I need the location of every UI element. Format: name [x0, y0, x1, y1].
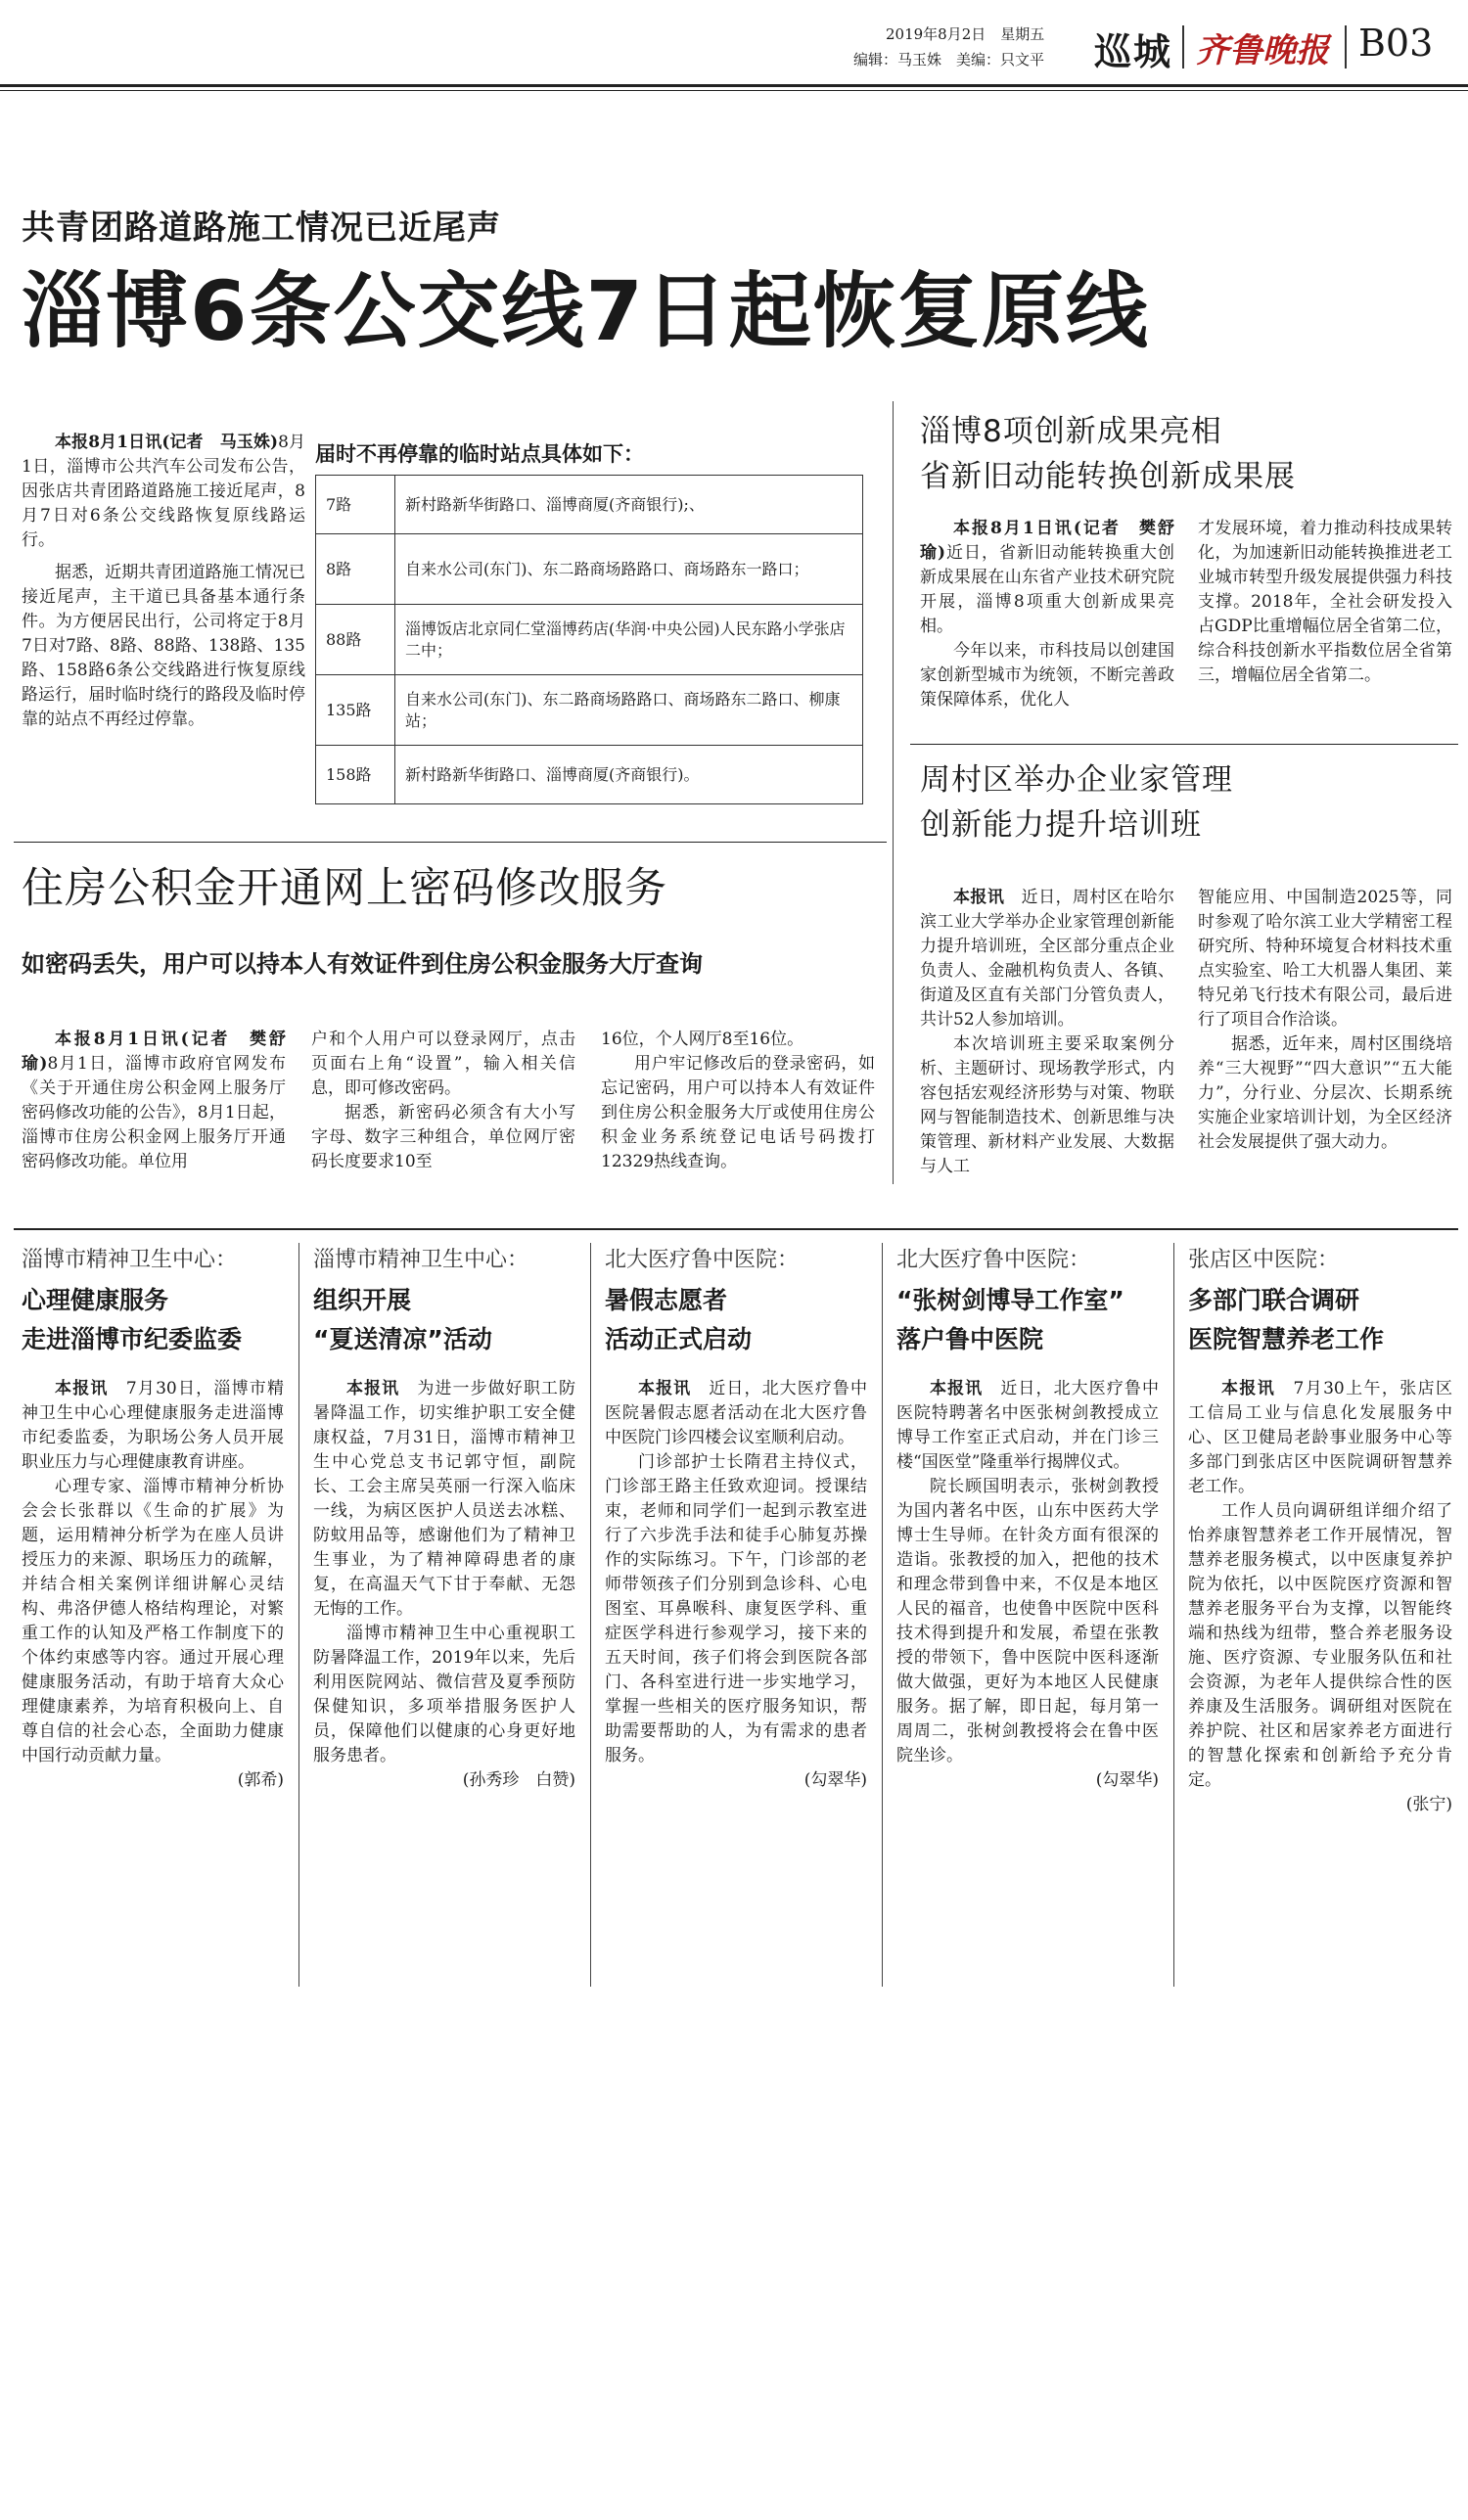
route-cell: 8路 [316, 534, 395, 605]
main-kicker: 共青团路道路施工情况已近尾声 [22, 208, 501, 248]
bottom-column-2 [313, 1243, 575, 1793]
column-title-line1: 多部门联合调研 [1188, 1286, 1360, 1314]
paragraph: 8月1日，淄博市公共汽车公司发布公告，因张店共青团路道路施工接近尾声，8月7日对6条公交线路恢复原线路运行。 [22, 433, 305, 550]
header-divider [1345, 25, 1347, 69]
zhoucun-col2 [1198, 886, 1452, 1155]
column-institution: 张店区中医院： [1188, 1248, 1340, 1272]
paragraph: 近日，北大医疗鲁中医院暑假志愿者活动在北大医疗鲁中医院门诊四楼会议室顺利启动。 [605, 1379, 868, 1447]
paragraph: 近日，省新旧动能转换重大创新成果展在山东省产业技术研究院开展，淄博8项重大创新成果亮相。 [920, 543, 1175, 636]
paragraph: 淄博市精神卫生中心重视职工防暑降温工作，2019年以来，先后利用医院网站、微信营及夏季预防保健知识，多项举措服务医护人员，保障他们以健康的心身更好地服务患者。 [313, 1624, 575, 1765]
column-title-line1: 心理健康服务 [22, 1286, 169, 1314]
route-cell: 88路 [316, 605, 395, 675]
column-divider [298, 1243, 299, 1987]
signature: (张宁) [1405, 1795, 1452, 1814]
paragraph: 门诊部护士长隋君主持仪式，门诊部王路主任致欢迎词。授课结束，老师和同学们一起到示教室进行了六步洗手法和徒手心肺复苏操作的实际练习。下午，门诊部的老师带领孩子们分别到急诊科、心电图室、耳鼻喉科、康复医学科、重症医学科进行参观学习，接下来的五天时间，孩子们将会到医院各部门、各科室进行进一步实地学习，掌握一些相关的医疗服务知识，帮助需要帮助的人，为有需求的患者服务。 [605, 1452, 867, 1765]
housing-col3 [601, 1028, 875, 1174]
route-cell: 7路 [316, 476, 395, 534]
stops-table-wrap [315, 475, 863, 804]
column-title-line1: “张树剑博导工作室” [896, 1286, 1124, 1314]
paragraph: 为进一步做好职工防暑降温工作，切实维护职工安全健康权益，7月31日，淄博市精神卫生中心党总支书记郭守恒，副院长、工会主席吴英丽一行深入临床一线，为病区医护人员送去冰糕、防蚊用品等，感谢他们为了精神卫生事业，为了精神障碍患者的康复，在高温天气下甘于奉献、无怨无悔的工作。 [313, 1379, 576, 1619]
byline: 本报8月1日讯(记者 马玉姝) [55, 433, 279, 452]
housing-col1 [22, 1028, 286, 1174]
table-row [316, 746, 863, 804]
innovation-title [920, 409, 1296, 499]
signature: (勾翠华) [1095, 1770, 1159, 1790]
main-story-body [22, 431, 305, 732]
column-divider [590, 1243, 591, 1987]
paragraph: 心理专家、淄博市精神分析协会会长张群以《生命的扩展》为题，运用精神分析学为在座人员讲授压力的来源、职场压力的疏解，并结合相关案例详细讲解心灵结构、弗洛伊德人格结构理论，对繁重工作的认知及严格工作制度下的个体约束感等内容。通过开展心理健康服务活动，有助于培育大众心理健康素养，为培育积极向上、自尊自信的社会心态，全面助力健康中国行动贡献力量。 [22, 1477, 284, 1765]
paragraph: 近日，北大医疗鲁中医院特聘著名中医张树剑教授成立博导工作室正式启动，并在门诊三楼“国医堂”隆重举行揭牌仪式。 [896, 1379, 1160, 1472]
stops-cell: 自来水公司(东门)、东二路商场路路口、商场路东二路口、柳康站； [395, 675, 863, 746]
column-institution: 淄博市精神卫生中心： [313, 1248, 529, 1272]
byline: 本报讯 [346, 1379, 400, 1398]
signature: (勾翠华) [803, 1770, 867, 1790]
zhoucun-title-line2: 创新能力提升培训班 [920, 807, 1202, 843]
header-date: 2019年8月2日 星期五 [886, 25, 1045, 43]
byline: 本报讯 [1221, 1379, 1276, 1398]
column-institution: 淄博市精神卫生中心： [22, 1248, 238, 1272]
stops-cell: 新村路新华街路口、淄博商厦(齐商银行)。 [395, 746, 863, 804]
paragraph: 智能应用、中国制造2025等，同时参观了哈尔滨工业大学精密工程研究所、特种环境复合材料技术重点实验室、哈工大机器人集团、莱特兄弟飞行技术有限公司，最后进行了项目合作洽谈。 [1198, 888, 1452, 1030]
innovation-col2 [1198, 517, 1452, 688]
paragraph: 才发展环境，着力推动科技成果转化，为加速新旧动能转换推进老工业城市转型升级发展提供强力科技支撑。2018年，全社会研发投入占GDP比重增幅位居全省第二位，综合科技创新水平指数位居全省第三，增幅位居全省第二。 [1198, 519, 1452, 685]
paragraph: 院长顾国明表示，张树剑教授为国内著名中医，山东中医药大学博士生导师。在针灸方面有很深的造诣。张教授的加入，把他的技术和理念带到鲁中来，不仅是本地区人民的福音，也使鲁中医院中医科技术得到提升和发展，希望在张教授的带领下，鲁中医院中医科逐渐做大做强，更好为本地区人民健康服务。据了解，即日起，每月第一周周二，张树剑教授将会在鲁中医院坐诊。 [896, 1477, 1159, 1765]
signature: (孙秀珍 白赞) [462, 1770, 575, 1790]
bottom-column-4 [896, 1243, 1159, 1793]
column-institution: 北大医疗鲁中医院： [896, 1248, 1091, 1272]
section-rule [910, 744, 1458, 745]
column-title-line2: 医院智慧养老工作 [1188, 1325, 1385, 1353]
bottom-column-5 [1188, 1243, 1452, 1817]
header-rule [0, 84, 1468, 87]
section-rule [14, 1228, 1458, 1230]
route-cell: 158路 [316, 746, 395, 804]
paragraph: 近日，周村区在哈尔滨工业大学举办企业家管理创新能力提升培训班，全区部分重点企业负责人、金融机构负责人、各镇、街道及区直有关部门分管负责人，共计52人参加培训。 [920, 888, 1175, 1030]
innovation-title-line1: 淄博8项创新成果亮相 [920, 414, 1222, 449]
column-title-line1: 暑假志愿者 [605, 1286, 728, 1314]
column-divider [882, 1243, 883, 1987]
paragraph: 8月1日，淄博市政府官网发布《关于开通住房公积金网上服务厅密码修改功能的公告》，8月1日起，淄博市住房公积金网上服务厅开通密码修改功能。单位用 [22, 1054, 287, 1171]
column-title-line2: 走进淄博市纪委监委 [22, 1325, 243, 1353]
header-rule-thin [0, 90, 1468, 91]
column-divider [893, 401, 894, 1184]
table-row [316, 476, 863, 534]
zhoucun-title-line1: 周村区举办企业家管理 [920, 762, 1233, 798]
table-caption: 届时不再停靠的临时站点具体如下： [315, 442, 644, 466]
housing-col2 [311, 1028, 575, 1174]
column-title-line2: 活动正式启动 [605, 1325, 753, 1353]
paragraph: 用户牢记修改后的登录密码，如忘记密码，用户可以持本人有效证件到住房公积金服务大厅或使用住房公积金业务系统登记电话号码拨打12329热线查询。 [601, 1054, 875, 1171]
page-number: B03 [1358, 22, 1434, 65]
housing-title: 住房公积金开通网上密码修改服务 [22, 864, 667, 913]
main-headline: 淄博6条公交线7日起恢复原线 [22, 263, 1150, 359]
route-cell: 135路 [316, 675, 395, 746]
section-name: 巡城 [1094, 29, 1173, 73]
paragraph: 据悉，近年来，周村区围绕培养“三大视野”“四大意识”“五大能力”，分行业、分层次、长期系统实施企业家培训计划，为全区经济社会发展提供了强大动力。 [1198, 1034, 1452, 1152]
innovation-col1 [920, 517, 1174, 712]
paragraph: 今年以来，市科技局以创建国家创新型城市为统领，不断完善政策保障体系，优化人 [920, 641, 1174, 710]
table-row [316, 675, 863, 746]
stops-cell: 新村路新华街路口、淄博商厦(齐商银行);、 [395, 476, 863, 534]
table-row [316, 605, 863, 675]
byline: 本报讯 [930, 1379, 984, 1398]
paragraph: 7月30上午，张店区工信局工业与信息化发展服务中心、区卫健局老龄事业服务中心等多部门到张店区中医院调研智慧养老工作。 [1188, 1379, 1453, 1496]
paragraph: 户和个人用户可以登录网厅，点击页面右上角“设置”，输入相关信息，即可修改密码。 [311, 1030, 575, 1098]
paragraph: 据悉，近期共青团道路施工情况已接近尾声，主干道已具备基本通行条件。为方便居民出行，公司将定于8月7日对7路、8路、88路、138路、135路、158路6条公交线路进行恢复原线路运行，届时临时绕行的路段及临时停靠的站点不再经过停靠。 [22, 563, 305, 729]
stops-table [315, 475, 863, 804]
housing-subtitle: 如密码丢失，用户可以持本人有效证件到住房公积金服务大厅查询 [22, 950, 703, 978]
table-row [316, 534, 863, 605]
zhoucun-title [920, 757, 1233, 848]
paragraph: 本次培训班主要采取案例分析、主题研讨、现场教学形式，内容包括宏观经济形势与对策、物联网与智能制造技术、创新思维与决策管理、新材料产业发展、大数据与人工 [920, 1034, 1174, 1176]
stops-cell: 淄博饭店北京同仁堂淄博药店(华润·中央公园)人民东路小学张店二中； [395, 605, 863, 675]
paragraph: 据悉，新密码必须含有大小写字母、数字三种组合，单位网厅密码长度要求10至 [311, 1103, 575, 1171]
bottom-column-1 [22, 1243, 284, 1793]
byline: 本报8月1日讯(记者 樊舒瑜) [920, 519, 1174, 563]
header-divider [1182, 25, 1184, 69]
column-institution: 北大医疗鲁中医院： [605, 1248, 800, 1272]
section-rule [14, 842, 887, 843]
byline: 本报讯 [638, 1379, 692, 1398]
byline: 本报讯 [953, 888, 1005, 907]
stops-cell: 自来水公司(东门)、东二路商场路路口、商场路东一路口； [395, 534, 863, 605]
signature: (郭希) [237, 1770, 284, 1790]
byline: 本报8月1日讯(记者 樊舒瑜) [22, 1030, 286, 1074]
column-title-line2: 落户鲁中医院 [896, 1325, 1044, 1353]
zhoucun-col1 [920, 886, 1174, 1179]
column-title-line1: 组织开展 [313, 1286, 412, 1314]
paragraph: 7月30日，淄博市精神卫生中心心理健康服务走进淄博市纪委监委，为职场公务人员开展职业压力与心理健康教育讲座。 [22, 1379, 285, 1472]
innovation-title-line2: 省新旧动能转换创新成果展 [920, 459, 1296, 494]
newspaper-logo: 齐鲁晚报 [1196, 31, 1329, 70]
column-divider [1173, 1243, 1174, 1987]
byline: 本报讯 [55, 1379, 109, 1398]
bottom-column-3 [605, 1243, 867, 1793]
header-editors: 编辑：马玉姝 美编：只文平 [853, 51, 1045, 69]
paragraph: 16位，个人网厅8至16位。 [601, 1030, 804, 1049]
paragraph: 工作人员向调研组详细介绍了怡养康智慧养老工作开展情况，智慧养老服务模式，以中医康复养护院为依托，以中医院医疗资源和智慧养老服务平台为支撑，以智能终端和热线为纽带，整合养老服务设施、医疗资源、专业服务队伍和社会资源，为老年人提供综合性的医养康及生活服务。调研组对医院在养护院、社区和居家养老方面进行的智慧化探索和创新给予充分肯定。 [1188, 1501, 1452, 1790]
column-title-line2: “夏送清凉”活动 [313, 1325, 492, 1353]
